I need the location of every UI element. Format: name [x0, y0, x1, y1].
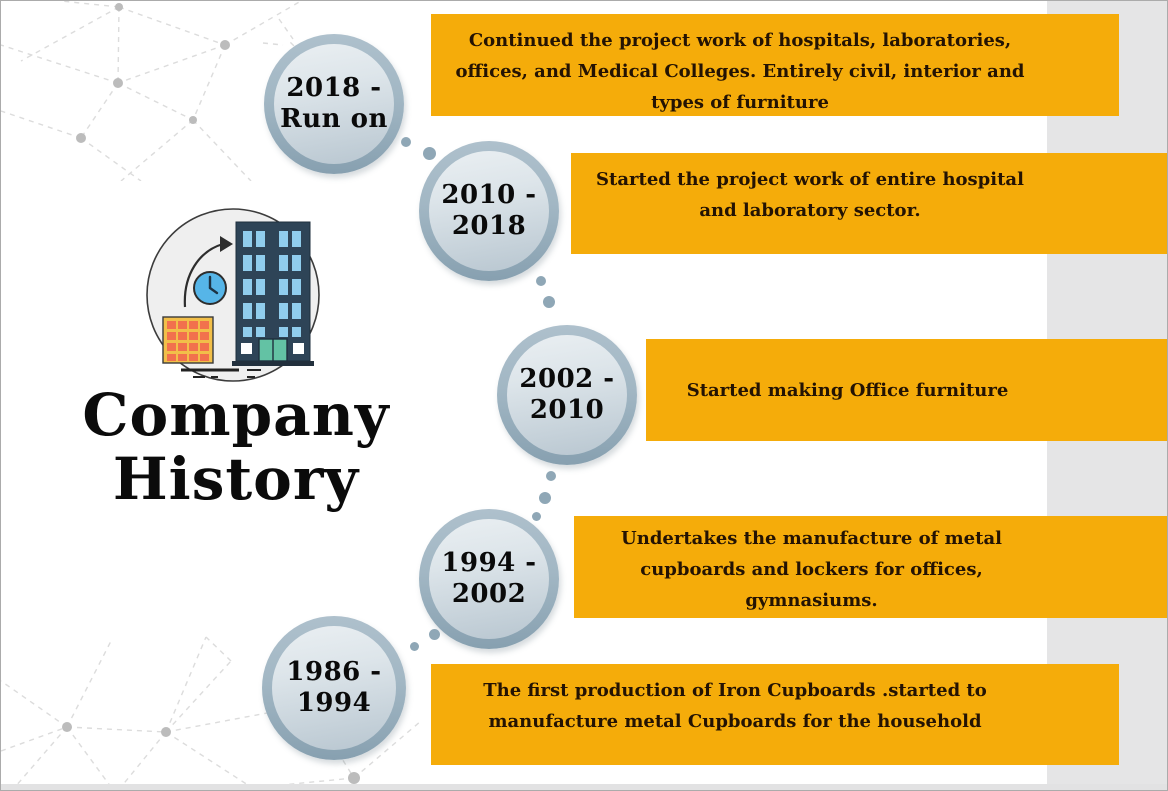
timeline-year-badge-2010 [419, 141, 559, 281]
year-line2: Run on [280, 104, 388, 134]
timeline-year-badge-2018 [264, 34, 404, 174]
timeline-description-text: Started making Office furniture [686, 379, 1009, 401]
connector-dot [410, 642, 419, 651]
timeline-description-box-1986 [431, 664, 1119, 765]
timeline-description-text: Continued the project work of hospitals, laboratories, offices, and Medical Colleges. Entirely civil, interior and types of furniture [455, 30, 1025, 113]
year-line2: 2010 [529, 395, 605, 425]
connector-dot [543, 296, 555, 308]
timeline-description-text: Undertakes the manufacture of metal cupboards and lockers for offices, gymnasiums. [621, 528, 1002, 611]
page-title-line1: Company [82, 381, 390, 449]
connector-dot [429, 629, 440, 640]
year-line1: 2002 - [519, 364, 615, 394]
building-clock-graphic [143, 207, 327, 391]
timeline-year-badge-1986 [262, 616, 406, 760]
year-line1: 1986 - [286, 657, 382, 687]
timeline-description-box-2010 [571, 153, 1168, 254]
timeline-year-label [274, 44, 394, 164]
timeline-description-box-2002 [646, 339, 1168, 441]
connector-dot [546, 471, 556, 481]
building-clock-illustration [143, 207, 327, 391]
timeline-year-label [507, 335, 627, 455]
timeline-description-box-1994 [574, 516, 1168, 618]
timeline-description-text: The first production of Iron Cupboards .started to manufacture metal Cupboards for the household [483, 680, 987, 732]
year-line1: 2010 - [441, 180, 537, 210]
connector-dot [539, 492, 551, 504]
year-line1: 1994 - [441, 548, 537, 578]
timeline-year-badge-2002 [497, 325, 637, 465]
connector-dot [532, 512, 541, 521]
bottom-gray-strip [1, 784, 1167, 790]
year-line2: 2018 [451, 211, 527, 241]
year-line2: 1994 [296, 688, 372, 718]
timeline-year-label [272, 626, 396, 750]
timeline-description-text: Started the project work of entire hospital and laboratory sector. [596, 169, 1024, 221]
page-title-line2: History [112, 445, 360, 513]
timeline-year-label [429, 151, 549, 271]
connector-dot [536, 276, 546, 286]
connector-dot [401, 137, 411, 147]
year-line2: 2002 [451, 579, 527, 609]
year-line1: 2018 - [286, 73, 382, 103]
timeline-year-label [429, 519, 549, 639]
timeline-description-box-2018 [431, 14, 1119, 116]
timeline-year-badge-1994 [419, 509, 559, 649]
connector-dot [423, 147, 436, 160]
page-title [11, 383, 461, 511]
